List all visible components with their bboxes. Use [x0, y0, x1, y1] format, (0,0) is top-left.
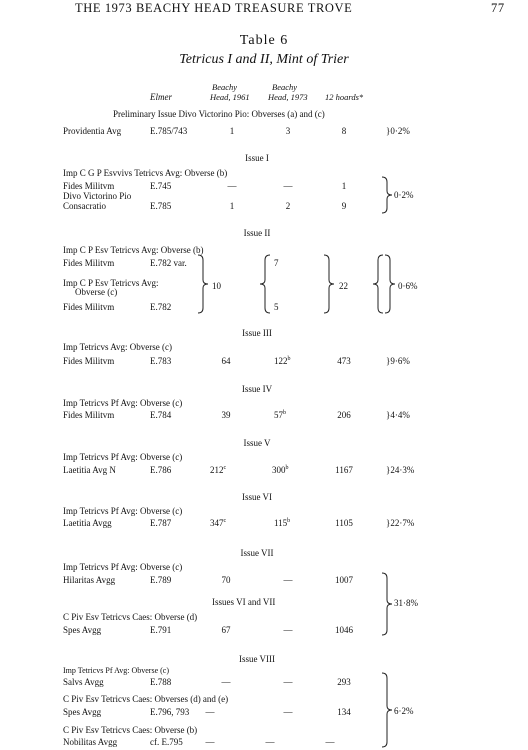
- issue8-obverse2: C Piv Esv Tetricvs Caes: Obverses (d) and (e): [63, 694, 229, 704]
- issue1-r3-h12: 9: [341, 201, 347, 211]
- issue7-bh73: —: [283, 575, 293, 585]
- issue67-pct: 31·8%: [394, 598, 418, 608]
- issue8-r3-elmer: cf. E.795: [150, 737, 183, 747]
- issue2-h12: 22: [339, 281, 348, 291]
- issue8-obverse1: Imp Tetricvs Pf Avg: Obverse (c): [63, 666, 170, 675]
- prelim-type: Providentia Avg: [63, 126, 122, 136]
- col-elmer: Elmer: [150, 92, 172, 102]
- issue6-bh73: 115$^b$: [274, 518, 291, 528]
- issue1-brace: [380, 176, 394, 214]
- issue5-type: Laetitia Avg N: [63, 465, 116, 475]
- issue8-r3-type: Nobilitas Avgg: [63, 737, 118, 747]
- issue8-heading: Issue VIII: [238, 654, 276, 664]
- issue67-heading: Issues VI and VII: [212, 597, 276, 607]
- issue2-r1-type: Fides Militvm: [63, 258, 115, 268]
- issue1-pct: 0·2%: [394, 190, 414, 200]
- issue8-r1-bh73: —: [283, 677, 293, 687]
- issue4-obverse: Imp Tetricvs Pf Avg: Obverse (c): [63, 398, 183, 408]
- issue2-brace-h12: [322, 254, 336, 314]
- prelim-h12: 8: [341, 126, 347, 136]
- issue2-brace-bh61: [196, 254, 210, 314]
- issue67-type: Spes Avgg: [63, 625, 102, 635]
- issue4-elmer: E.784: [150, 410, 172, 420]
- col-bh1973-line2: Head, 1973: [268, 92, 308, 102]
- table-subtitle: Tetricus I and II, Mint of Trier: [179, 52, 349, 67]
- issue6-heading: Issue VI: [241, 492, 273, 502]
- issue8-r3-bh61: —: [205, 737, 215, 747]
- issue8-r3-h12: —: [325, 737, 335, 747]
- prelim-elmer: E.785/743: [150, 126, 188, 136]
- issue1-r3-bh73: 2: [285, 201, 291, 211]
- issue7-h12: 1007: [335, 575, 353, 585]
- issue3-elmer: E.783: [150, 356, 172, 366]
- issue67-h12: 1046: [335, 625, 353, 635]
- issue4-h12: 206: [337, 410, 351, 420]
- issue3-heading: Issue III: [242, 328, 272, 338]
- issue2-obverse: Imp C P Esv Tetricvs Avg: Obverse (b): [63, 245, 204, 255]
- issue7-bh61: 70: [221, 575, 231, 585]
- issue6-obverse: Imp Tetricvs Pf Avg: Obverse (c): [63, 506, 183, 516]
- issue1-obverse: Imp C G P Esvvivs Tetricvs Avg: Obverse (b): [63, 168, 228, 178]
- issue2-brace-bh73: [258, 254, 272, 314]
- issue1-r1-bh61: —: [227, 181, 237, 191]
- issue5-elmer: E.786: [150, 465, 172, 475]
- issue5-heading: Issue V: [243, 438, 271, 448]
- issue7-heading: Issue VII: [240, 548, 274, 558]
- issue2-r2-type: Imp C P Esv Tetricvs Avg:: [63, 278, 159, 288]
- issue7-obverse: Imp Tetricvs Pf Avg: Obverse (c): [63, 562, 183, 572]
- issue1-heading: Issue I: [245, 153, 269, 163]
- issue8-pct: 6·2%: [394, 706, 414, 716]
- issue2-pct: 0·6%: [398, 281, 418, 291]
- prelim-bh61: 1: [229, 126, 235, 136]
- issue7-elmer: E.789: [150, 575, 172, 585]
- col-bh1961-line1: Beachy: [212, 82, 238, 92]
- issue4-heading: Issue IV: [241, 384, 273, 394]
- issue3-bh73: 122$^b$: [274, 356, 291, 366]
- issue1-r3-type: Consacratio: [63, 201, 106, 211]
- issue67-obverse: C Piv Esv Tetricvs Caes: Obverse (d): [63, 612, 198, 622]
- issue7-type: Hilaritas Avgg: [63, 575, 116, 585]
- issue2-r1-bh73: 7: [274, 258, 279, 268]
- issue67-elmer: E.791: [150, 625, 172, 635]
- prelim-pct: }0·2%: [386, 126, 410, 136]
- issue2-r2-type2: Obverse (c): [75, 287, 118, 297]
- issue8-r3-bh73: —: [265, 737, 275, 747]
- issue2-bh61: 10: [212, 281, 221, 291]
- issue5-obverse: Imp Tetricvs Pf Avg: Obverse (c): [63, 452, 183, 462]
- issue3-pct: }9·6%: [386, 356, 410, 366]
- issue5-bh61: 212$^c$: [210, 465, 227, 475]
- issue8-r2-elmer: E.796, 793: [150, 707, 190, 717]
- issue67-bh73: —: [283, 625, 293, 635]
- issue1-r1-h12: 1: [341, 181, 347, 191]
- issue4-bh61: 39: [221, 410, 231, 420]
- prelim-bh73: 3: [285, 126, 291, 136]
- issue1-r1-elmer: E.745: [150, 181, 172, 191]
- issue8-r1-bh61: —: [221, 677, 231, 687]
- issue1-r1-type: Fides Militvm: [63, 181, 115, 191]
- issue8-r1-h12: 293: [337, 677, 351, 687]
- issue8-r2-bh73: —: [283, 707, 293, 717]
- issue8-r2-h12: 134: [337, 707, 351, 717]
- issue8-brace: [380, 672, 394, 748]
- issue2-r3-elmer: E.782: [150, 302, 172, 312]
- issue8-obverse3: C Piv Esv Tetricvs Caes: Obverse (b): [63, 725, 198, 735]
- issue3-h12: 473: [337, 356, 351, 366]
- issue3-obverse: Imp Tetricvs Avg: Obverse (c): [63, 342, 173, 352]
- issue6-elmer: E.787: [150, 518, 172, 528]
- issue6-h12: 1105: [335, 518, 353, 528]
- issue2-brace-pct: [371, 254, 397, 314]
- issue4-pct: }4·4%: [386, 410, 410, 420]
- issue6-bh61: 347$^c$: [210, 518, 227, 528]
- issue3-type: Fides Militvm: [63, 356, 115, 366]
- issue2-r3-bh73: 5: [274, 302, 279, 312]
- col-bh1961-line2: Head, 1961: [210, 92, 250, 102]
- issue4-bh73: 57$^b$: [274, 410, 286, 420]
- issue8-r1-type: Salvs Avgg: [63, 677, 104, 687]
- issue6-pct: }22·7%: [386, 518, 415, 528]
- issue5-pct: }24·3%: [386, 465, 415, 475]
- page-number: 77: [491, 1, 505, 15]
- issue3-bh61: 64: [221, 356, 231, 366]
- issue8-r2-type: Spes Avgg: [63, 707, 102, 717]
- issue1-r1-bh73: —: [283, 181, 293, 191]
- issue1-r3-elmer: E.785: [150, 201, 172, 211]
- issue8-r2-bh61: —: [205, 707, 215, 717]
- col-12-hoards: 12 hoards*: [325, 92, 364, 102]
- issue6-type: Laetitia Avgg: [63, 518, 112, 528]
- issue1-r2-type: Divo Victorino Pio: [63, 191, 132, 201]
- issue67-bh61: 67: [221, 625, 231, 635]
- issue2-r3-type: Fides Militvm: [63, 302, 115, 312]
- issue67-brace: [380, 572, 394, 636]
- issue5-bh73: 300$^b$: [272, 465, 289, 475]
- issue5-h12: 1167: [335, 465, 353, 475]
- issue2-r1-elmer: E.782 var.: [150, 258, 187, 268]
- col-bh1973-line1: Beachy: [272, 82, 298, 92]
- prelim-heading: Preliminary Issue Divo Victorino Pio: Obverses (a) and (c): [113, 109, 325, 119]
- issue2-heading: Issue II: [243, 228, 271, 238]
- issue4-type: Fides Militvm: [63, 410, 115, 420]
- issue8-r1-elmer: E.788: [150, 677, 172, 687]
- table-title: Table 6: [239, 33, 289, 48]
- running-head: THE 1973 BEACHY HEAD TREASURE TROVE: [75, 1, 353, 15]
- issue1-r3-bh61: 1: [229, 201, 235, 211]
